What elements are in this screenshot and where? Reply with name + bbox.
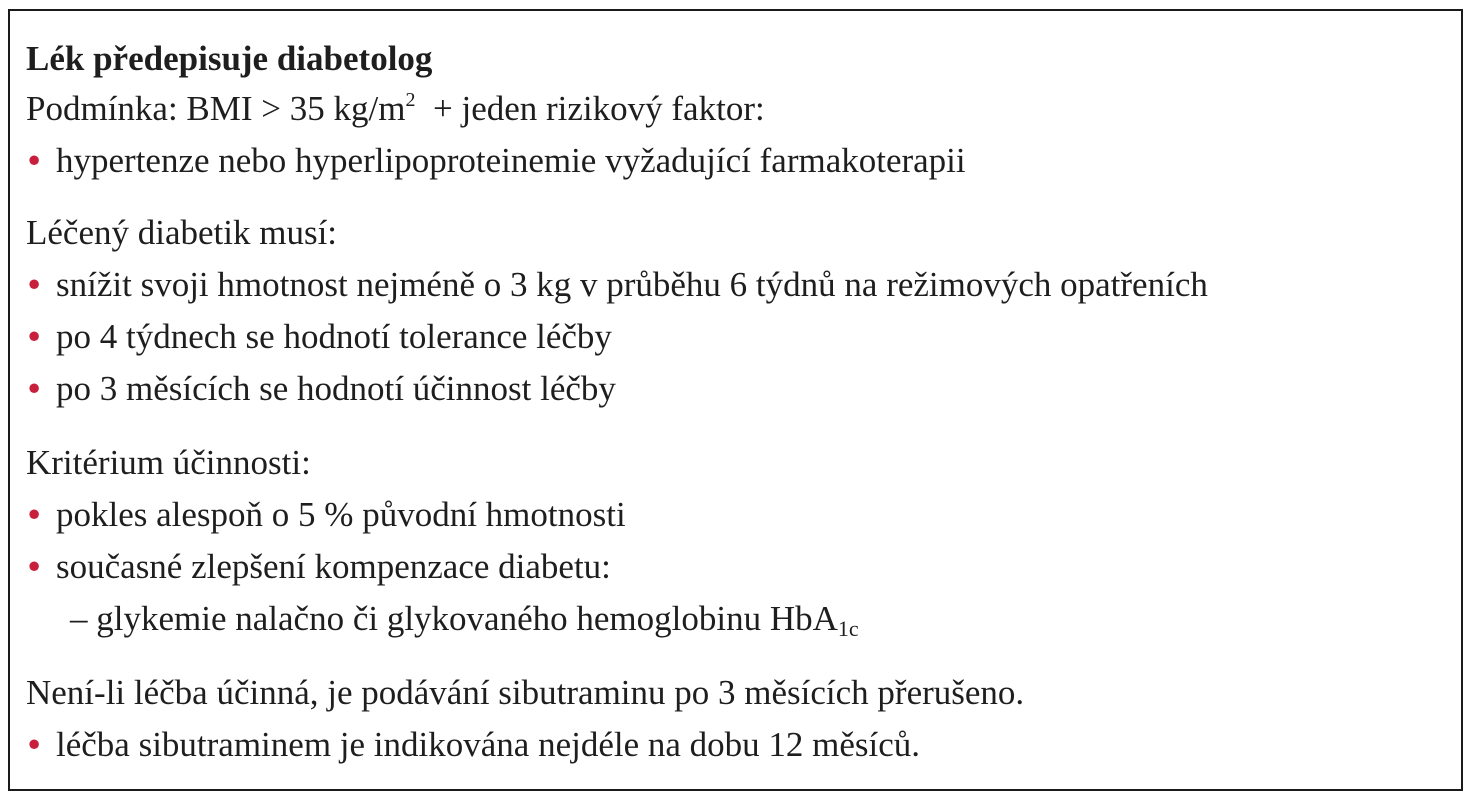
bullet-icon: • <box>28 141 41 180</box>
list-item <box>26 135 1461 187</box>
box-heading: Lék předepisuje diabetolog <box>26 39 433 78</box>
bullet-icon: • <box>28 369 41 408</box>
condition-line <box>26 83 1461 135</box>
info-box <box>8 9 1463 791</box>
condition-prefix: Podmínka: BMI > 35 kg/m <box>26 89 406 128</box>
list-item <box>26 489 1461 541</box>
patient-heading: Léčený diabetik musí: <box>26 213 338 252</box>
bullet-icon: • <box>28 495 41 534</box>
criteria-subscript: 1c <box>837 616 859 641</box>
bullet-icon: • <box>28 547 41 586</box>
criteria-subitem <box>26 593 1461 645</box>
list-item <box>26 541 1461 593</box>
list-item <box>26 719 1461 771</box>
list-item-text: současné zlepšení kompenzace diabetu: <box>56 547 611 586</box>
list-item-text: snížit svoji hmotnost nejméně o 3 kg v průběhu 6 týdnů na režimových opatřeních <box>56 265 1208 304</box>
criteria-heading: Kritérium účinnosti: <box>26 443 311 482</box>
ending-text: Není-li léčba účinná, je podávání sibutraminu po 3 měsících přerušeno. <box>26 673 1025 712</box>
list-item-text: po 4 týdnech se hodnotí tolerance léčby <box>56 317 612 356</box>
list-item-text: hypertenze nebo hyperlipoproteinemie vyžadující farmakoterapii <box>56 141 966 180</box>
list-item-text: pokles alespoň o 5 % původní hmotnosti <box>56 495 626 534</box>
bullet-icon: • <box>28 317 41 356</box>
condition-suffix: + jeden rizikový faktor: <box>415 89 765 128</box>
list-item-text: léčba sibutraminem je indikována nejdéle na dobu 12 měsíců. <box>56 725 921 764</box>
condition-superscript: 2 <box>405 89 416 111</box>
bullet-icon: • <box>28 725 41 764</box>
bullet-icon: • <box>28 265 41 304</box>
list-item <box>26 363 1461 415</box>
list-item-text: po 3 měsících se hodnotí účinnost léčby <box>56 369 616 408</box>
criteria-subitem-text: – glykemie nalačno či glykovaného hemoglobinu HbA <box>70 599 838 638</box>
list-item <box>26 259 1461 311</box>
list-item <box>26 311 1461 363</box>
